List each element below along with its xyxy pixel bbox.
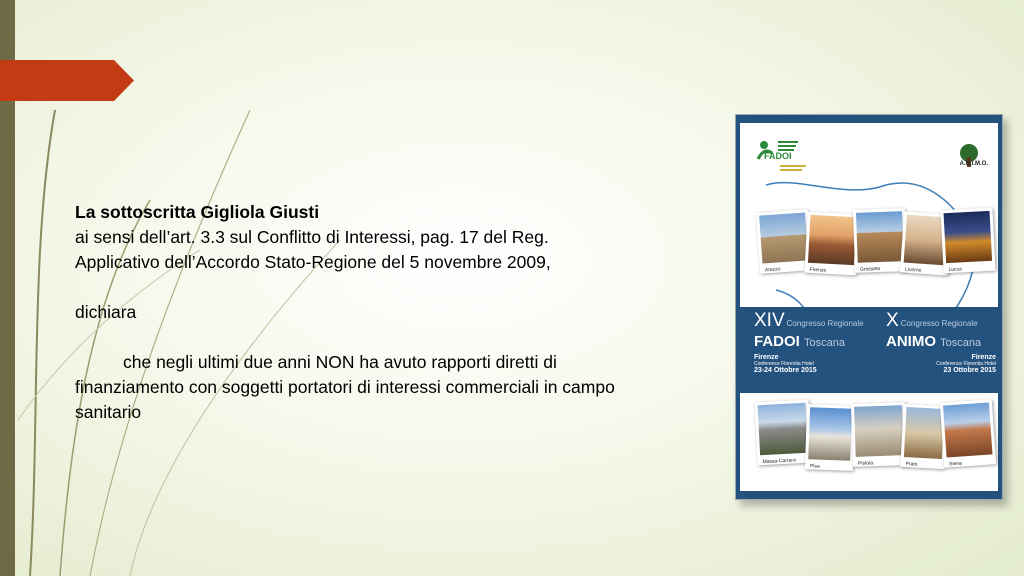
fadoi-logo-text: FADOI	[764, 151, 792, 161]
photo-prato: Prato	[900, 404, 947, 469]
photo-grosseto: Grosseto	[853, 208, 907, 273]
photo-firenze: Firenze	[804, 212, 859, 276]
photo-livorno: Livorno	[900, 211, 952, 275]
statement-line-2: finanziamento con soggetti portatori di interessi commerciali in campo	[75, 377, 615, 397]
declare-word: dichiara	[75, 302, 137, 322]
photo-lucca: Lucca	[940, 208, 995, 274]
reference-line-2: Applicativo dell’Accordo Stato-Regione del 5 novembre 2009,	[75, 252, 551, 272]
congress-poster-image	[735, 114, 1003, 500]
declaration-text	[75, 200, 745, 425]
statement-line-1: che negli ultimi due anni NON ha avuto rapporti diretti di	[123, 352, 557, 372]
photo-massa-carrara: Massa-Carrara	[754, 400, 811, 466]
declarant-heading: La sottoscritta Gigliola Giusti	[75, 202, 320, 222]
congress-title-band	[740, 307, 998, 393]
reference-line-1: ai sensi dell’art. 3.3 sul Conflitto di Interessi, pag. 17 del Reg.	[75, 227, 549, 247]
animo-logo-text: A.N.I.M.O.	[959, 161, 988, 167]
statement-line-3: sanitario	[75, 402, 142, 422]
animo-congress-info: X Congresso Regionale ANIMO Toscana Firenze Conference Florentia Hotel 23 Ottobre 2015	[886, 310, 996, 374]
photo-pisa: Pisa	[805, 404, 855, 471]
photo-siena: Siena	[940, 399, 996, 467]
photo-arezzo: Arezzo	[756, 209, 812, 273]
fadoi-congress-info: XIV Congresso Regionale FADOI Toscana Firenze Conference Florentia Hotel 23-24 Ottobre 2015	[754, 310, 864, 374]
title-accent-arrow	[0, 60, 134, 101]
photo-pistoia: Pistoia	[851, 402, 907, 467]
